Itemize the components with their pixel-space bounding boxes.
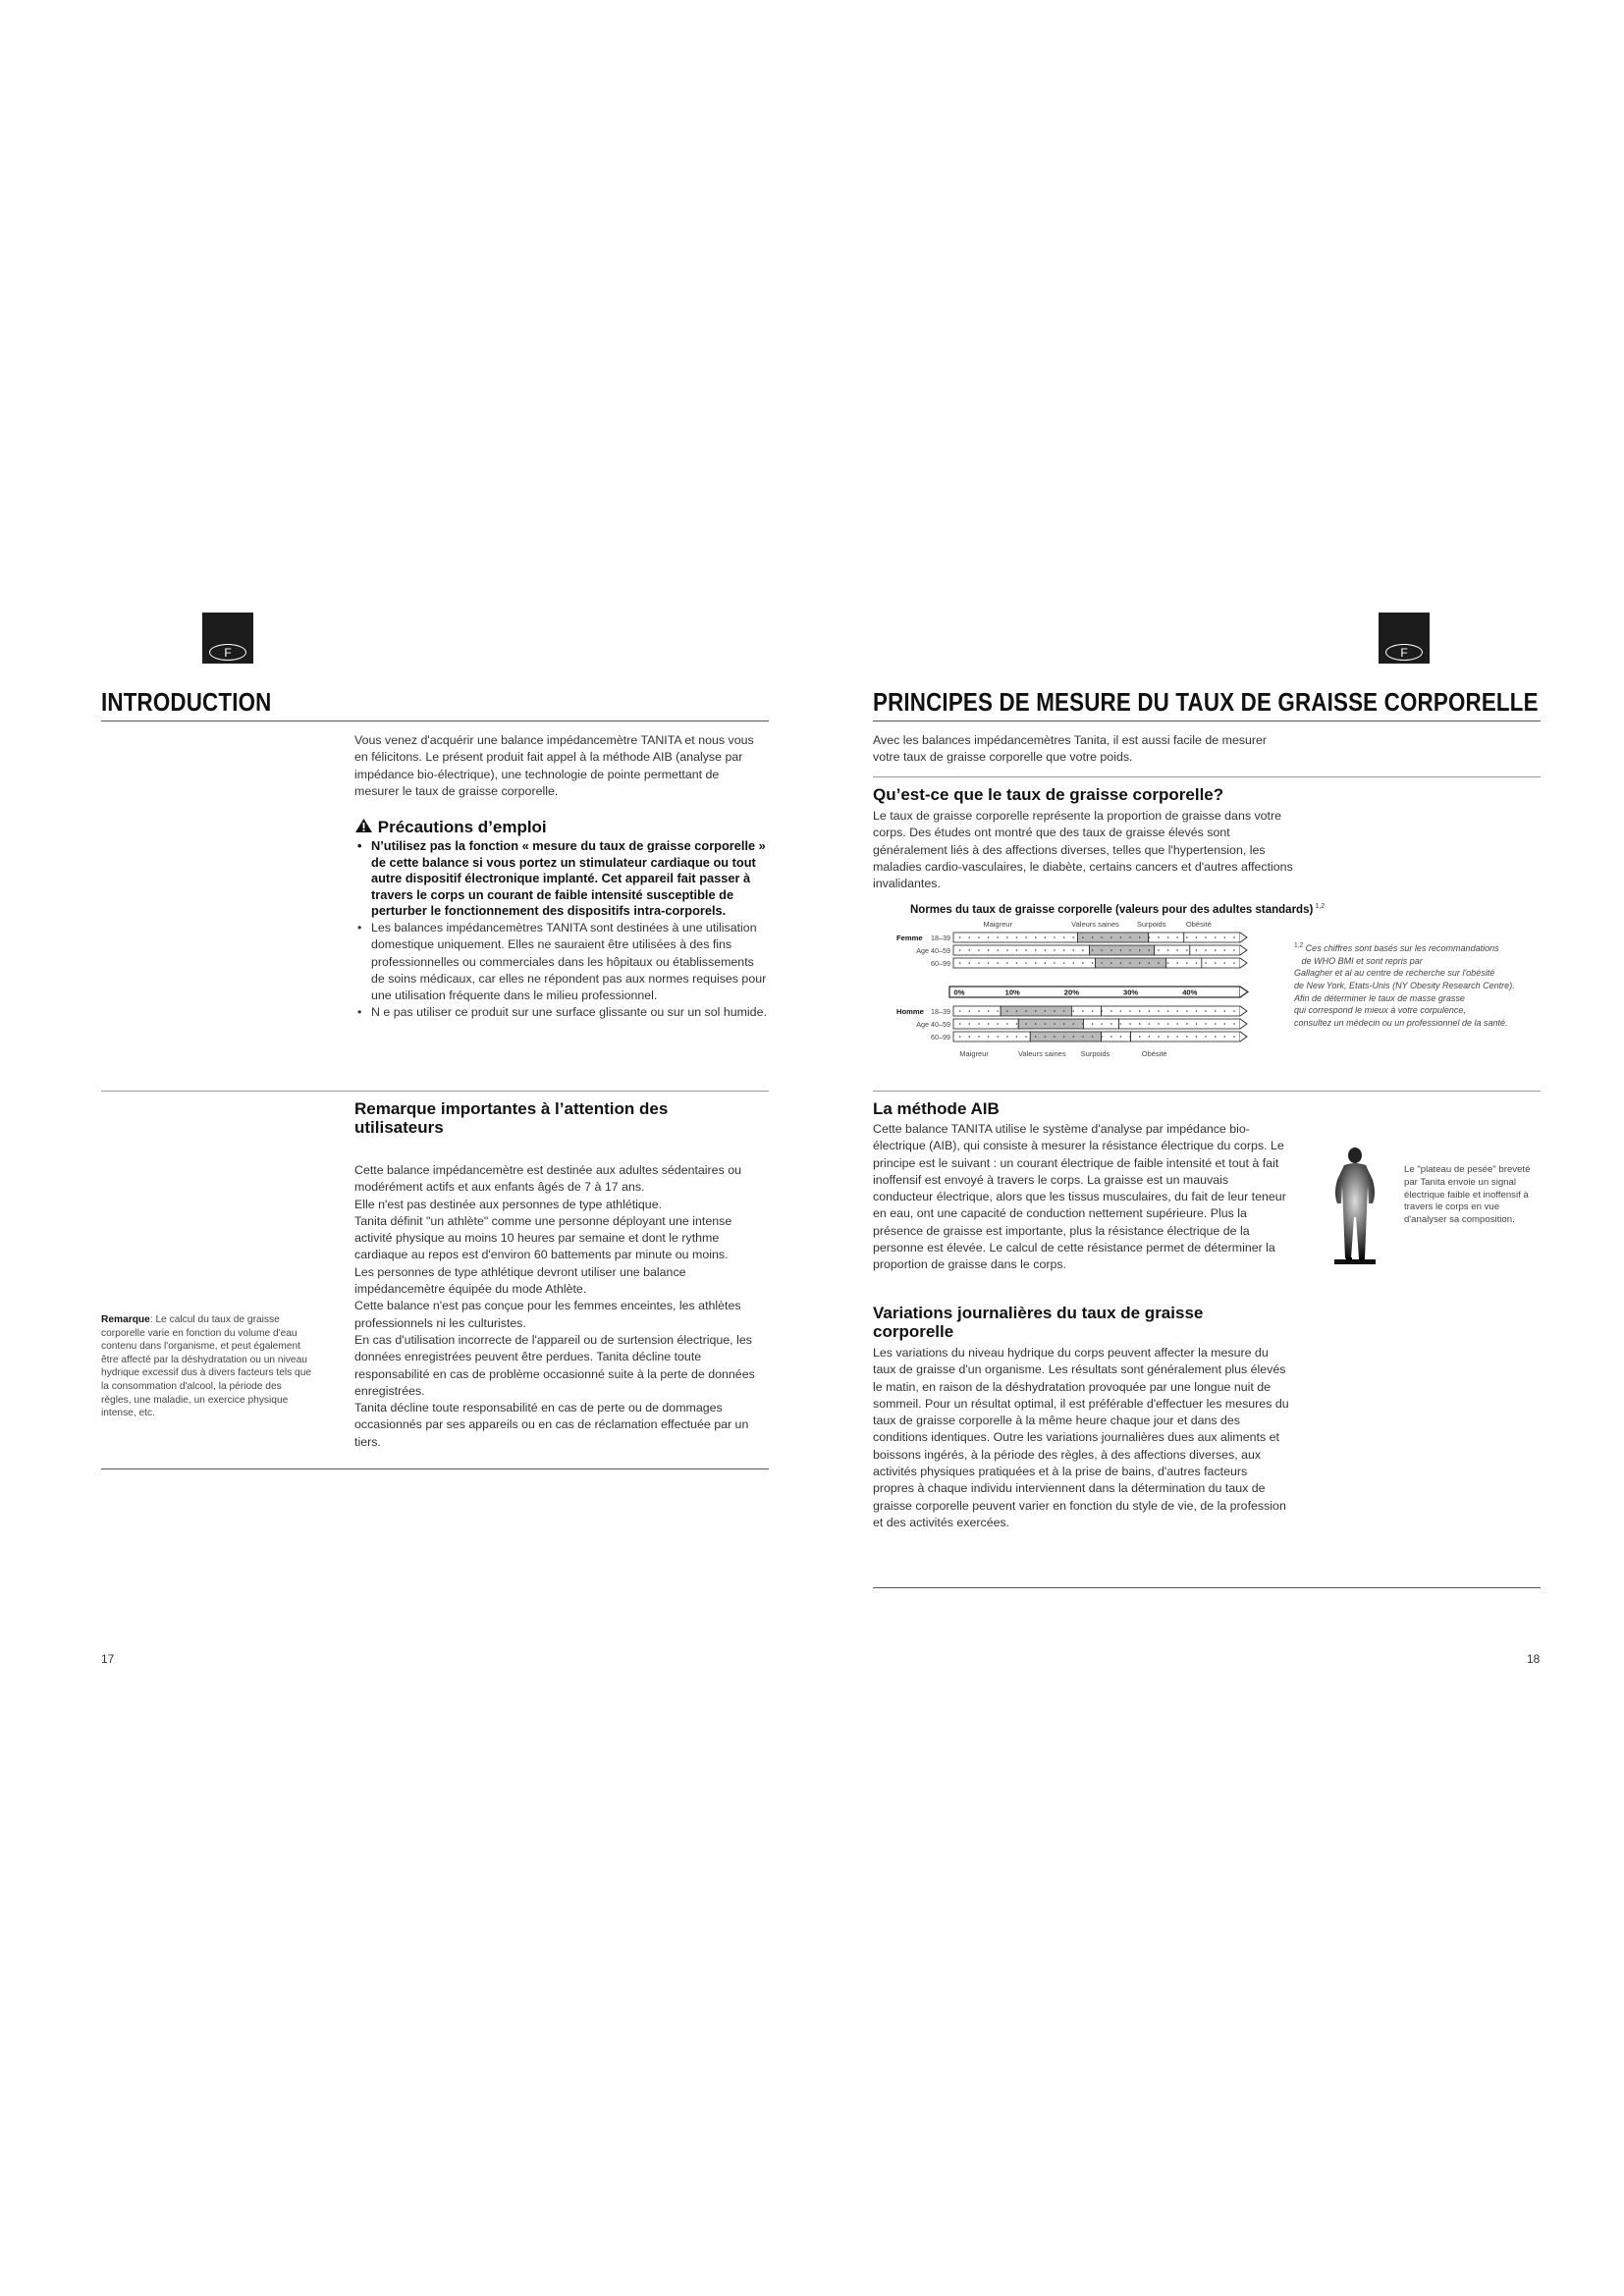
bar-dot	[1149, 1023, 1150, 1024]
row-label: 60–99	[931, 1033, 950, 1041]
bar-dot	[969, 962, 970, 963]
chart-note-line: Ces chiffres sont basés sur les recommandations	[1305, 943, 1499, 955]
bar-dot	[1158, 1010, 1159, 1011]
bar-dot	[1167, 936, 1168, 937]
bar-dot	[1102, 936, 1103, 937]
bar-dot	[1167, 962, 1168, 963]
bar-dot	[978, 936, 979, 937]
bar-dot	[1025, 962, 1026, 963]
row-label: 60–99	[931, 959, 950, 968]
bar-dot	[1063, 949, 1064, 950]
bar-dot	[988, 949, 989, 950]
bar-dot	[1073, 1036, 1074, 1037]
bar-segment-surpoids	[1149, 933, 1184, 942]
bar-dot	[1158, 949, 1159, 950]
bottom-divider	[101, 1468, 769, 1469]
list-item: • N e pas utiliser ce produit sur une surface glissante ou sur un sol humide.	[354, 1004, 767, 1021]
bar-dot	[1139, 1023, 1140, 1024]
chart-note-line: de New York, Etats-Unis (NY Obesity Research Centre).	[1294, 980, 1515, 991]
bar-dot	[1120, 949, 1121, 950]
bar-arrow	[1240, 1019, 1247, 1029]
bar-dot	[1205, 1036, 1206, 1037]
section-divider	[873, 1091, 1541, 1092]
section3-text: Les variations du niveau hydrique du corps peuvent affecter la mesure du taux de graisse d'un organisme. Les résultats sont généralement plus élevés le matin, en raison de la déshydratation provoquée par une longue nuit de sommeil. Pour un résultat optimal, il est préférable d'effectuer les mesures du taux de graisse corporelle à la même heure chaque jour et dans des conditions identiques. Outre les variations journalières dues aux aliments et boissons ingérés, à la période des règles, à des affections diverses, aux activités physiques pratiquées et à la prise de bains, d'autres facteurs propres à chaque individu interviennent dans la détermination du taux de graisse corporelle peuvent varier en fonction du style de vie, de la profession et des activités exercées.	[873, 1346, 1289, 1529]
bar-dot	[988, 1036, 989, 1037]
legend-label-top: Obésité	[1185, 920, 1212, 929]
x-tick-label: 30%	[1122, 988, 1139, 997]
page-number-right: 18	[1527, 1652, 1541, 1666]
bar-dot	[1110, 949, 1111, 950]
language-tab-right	[1379, 613, 1430, 664]
bar-dot	[1120, 1023, 1121, 1024]
bar-dot	[1215, 949, 1216, 950]
bar-dot	[959, 949, 960, 950]
bar-dot	[959, 1036, 960, 1037]
chart-note-line: consultez un médecin ou un professionnel de la santé.	[1294, 1017, 1508, 1029]
bar-dot	[1063, 1010, 1064, 1011]
bar-dot	[1092, 936, 1093, 937]
bar-segment-obesite	[1102, 1006, 1240, 1016]
bar-dot	[1006, 949, 1007, 950]
chart-title-superscript: 1,2	[1315, 903, 1326, 910]
bar-dot	[1158, 936, 1159, 937]
bar-dot	[1006, 1036, 1007, 1037]
bar-dot	[1224, 1023, 1225, 1024]
bar-dot	[1205, 1023, 1206, 1024]
bar-segment-maigreur	[953, 1019, 1018, 1029]
legend-label-bottom: Surpoids	[1080, 1049, 1110, 1058]
bar-dot	[1102, 1023, 1103, 1024]
paragraph: Tanita définit "un athlète" comme une personne déployant une intense activité physique au moins 10 heures par semaine et dont le rythme cardiaque au repos est d'environ 60 battements par minute ou moins.	[354, 1213, 732, 1262]
bar-segment-saines	[1030, 1032, 1101, 1041]
bar-dot	[969, 949, 970, 950]
bar-dot	[1186, 1023, 1187, 1024]
section1-text: Le taux de graisse corporelle représente la proportion de graisse dans votre corps. Des études ont montré que des taux de graisse élevés sont généralement liés à des affections diverses, telles que l'hypertension, les maladies cardio-vasculaires, le diabète, certains cancers et d'autres affections invalidantes.	[873, 809, 1293, 891]
bar-dot	[1149, 936, 1150, 937]
bar-dot	[1102, 1010, 1103, 1011]
bar-dot	[969, 936, 970, 937]
bar-dot	[1215, 962, 1216, 963]
bar-dot	[1035, 949, 1036, 950]
bar-dot	[1025, 949, 1026, 950]
figure-caption: Le "plateau de pesée" breveté par Tanita envoie un signal électrique faible et inoffensif à travers le corps en vue d'analyser sa composition.	[1404, 1164, 1531, 1226]
bar-dot	[1149, 949, 1150, 950]
chart-note-line: Afin de déterminer le taux de masse grasse	[1294, 992, 1465, 1004]
warning-icon	[354, 818, 373, 833]
bar-dot	[1120, 936, 1121, 937]
bar-dot	[1177, 1010, 1178, 1011]
bar-dot	[969, 1036, 970, 1037]
precautions-list	[354, 838, 767, 1022]
bar-dot	[1139, 1036, 1140, 1037]
paragraph: Elle n'est pas destinée aux personnes de type athlétique.	[354, 1197, 663, 1211]
legend-label-bottom: Valeurs saines	[1017, 1049, 1066, 1058]
bar-dot	[1139, 949, 1140, 950]
bar-dot	[1196, 936, 1197, 937]
language-badge: F	[209, 644, 246, 661]
bar-dot	[1025, 1036, 1026, 1037]
bar-dot	[959, 962, 960, 963]
bar-dot	[1196, 1010, 1197, 1011]
bar-dot	[1215, 1036, 1216, 1037]
bar-dot	[1054, 1023, 1055, 1024]
bar-segment-obesite	[1119, 1019, 1240, 1029]
bar-dot	[988, 936, 989, 937]
bar-dot	[969, 1010, 970, 1011]
bottom-divider	[873, 1587, 1541, 1588]
bar-dot	[1054, 1010, 1055, 1011]
section2-heading: La méthode AIB	[873, 1099, 1000, 1118]
bar-dot	[1045, 936, 1046, 937]
bar-dot	[1016, 936, 1017, 937]
bar-dot	[1205, 949, 1206, 950]
bar-segment-surpoids	[1102, 1032, 1131, 1041]
section1-heading: Qu’est-ce que le taux de graisse corporelle?	[873, 785, 1224, 804]
bar-dot	[1016, 949, 1017, 950]
paragraph: Les personnes de type athlétique devront utiliser une balance impédancemètre équipée du mode Athlète.	[354, 1264, 686, 1297]
bar-dot	[1233, 1023, 1234, 1024]
legend-label-top: Surpoids	[1136, 920, 1166, 929]
bar-dot	[1006, 1023, 1007, 1024]
bar-dot	[1082, 936, 1083, 937]
bar-dot	[1035, 1023, 1036, 1024]
bar-dot	[988, 1023, 989, 1024]
bar-dot	[1186, 1036, 1187, 1037]
remarque-body	[354, 1162, 767, 1451]
list-item: • Les balances impédancemètres TANITA sont destinées à une utilisation domestique uniquement. Elles ne sauraient être utilisées à des fins professionnelles ou commerciales dans les hôpitaux ou établissements de soins médicaux, car elles ne répondent pas aux normes requises pour une utilisation fréquente dans le milieu professionnel.	[354, 920, 767, 1004]
bar-dot	[1045, 1036, 1046, 1037]
bar-dot	[1129, 949, 1130, 950]
bar-dot	[1092, 1010, 1093, 1011]
bar-segment-obesite	[1184, 933, 1240, 942]
bar-dot	[978, 1023, 979, 1024]
bar-dot	[1092, 949, 1093, 950]
bar-dot	[1025, 1010, 1026, 1011]
bar-dot	[1110, 962, 1111, 963]
bar-dot	[959, 936, 960, 937]
bar-dot	[998, 1023, 999, 1024]
bar-dot	[1054, 1036, 1055, 1037]
bar-dot	[1224, 1010, 1225, 1011]
bar-dot	[1082, 949, 1083, 950]
bar-dot	[1006, 962, 1007, 963]
bar-dot	[1139, 1010, 1140, 1011]
bar-dot	[1035, 936, 1036, 937]
bar-dot	[1082, 1010, 1083, 1011]
side-note-label: Remarque	[101, 1314, 150, 1325]
chart-note-line: de WHO BMI et sont repris par	[1301, 955, 1423, 967]
x-tick-label: 40%	[1182, 988, 1198, 997]
bar-dot	[998, 949, 999, 950]
bar-dot	[1045, 962, 1046, 963]
bar-dot	[1016, 1010, 1017, 1011]
bar-dot	[1205, 936, 1206, 937]
chart-note	[1294, 940, 1525, 1030]
group-label: Femme	[896, 934, 923, 942]
row-label: 18–39	[931, 934, 950, 942]
bar-dot	[1045, 1023, 1046, 1024]
bar-dot	[1224, 936, 1225, 937]
bar-dot	[1035, 962, 1036, 963]
bar-dot	[1054, 962, 1055, 963]
bar-dot	[1092, 1023, 1093, 1024]
chart-title: Normes du taux de graisse corporelle (valeurs pour des adultes standards)	[910, 904, 1314, 916]
bar-dot	[1035, 1036, 1036, 1037]
row-label: Age 40–59	[916, 1020, 950, 1029]
bar-dot	[1215, 1023, 1216, 1024]
section-divider	[873, 776, 1541, 777]
bar-dot	[969, 1023, 970, 1024]
bar-segment-maigreur	[953, 933, 1077, 942]
bar-dot	[1025, 936, 1026, 937]
chart-note-superscript: 1,2	[1294, 942, 1304, 949]
group-label: Homme	[896, 1007, 924, 1016]
bar-dot	[1110, 1023, 1111, 1024]
page-title-principes: PRINCIPES DE MESURE DU TAUX DE GRAISSE CORPORELLE	[873, 687, 1539, 717]
bar-dot	[1224, 962, 1225, 963]
bar-dot	[1082, 962, 1083, 963]
bar-dot	[1129, 1023, 1130, 1024]
bar-dot	[1063, 936, 1064, 937]
bar-dot	[1054, 936, 1055, 937]
bar-dot	[1167, 1036, 1168, 1037]
bar-dot	[1016, 1023, 1017, 1024]
legend-label-top: Maigreur	[983, 920, 1012, 929]
bar-dot	[998, 962, 999, 963]
bar-arrow	[1240, 933, 1247, 942]
bar-segment-maigreur	[953, 945, 1089, 955]
bar-dot	[1149, 962, 1150, 963]
legend-label-bottom: Obésité	[1141, 1049, 1167, 1058]
section3-heading: Variations journalières du taux de graisse corporelle	[873, 1304, 1204, 1341]
legend-label-bottom: Maigreur	[959, 1049, 989, 1058]
precautions-heading	[354, 818, 767, 837]
bar-dot	[1063, 1023, 1064, 1024]
bar-dot	[1073, 936, 1074, 937]
row-label: Age 40–59	[916, 946, 950, 955]
bar-dot	[1092, 962, 1093, 963]
bar-dot	[1196, 1036, 1197, 1037]
bar-dot	[1177, 949, 1178, 950]
bar-dot	[978, 1010, 979, 1011]
bar-dot	[998, 1036, 999, 1037]
bar-dot	[1205, 962, 1206, 963]
legend-label-top: Valeurs saines	[1071, 920, 1119, 929]
bar-dot	[1149, 1010, 1150, 1011]
side-note-text: : Le calcul du taux de graisse corporelle varie en fonction du volume d'eau contenu dans l'organisme, et peut également être affecté par la déshydratation ou un niveau hydrique excessif dus à divers facteurs tels que la consommation d'alcool, la période des règles, une maladie, un exercice physique intense, etc.	[101, 1314, 312, 1419]
bar-dot	[1196, 962, 1197, 963]
bar-dot	[1177, 1023, 1178, 1024]
intro-paragraph: Vous venez d'acquérir une balance impédancemètre TANITA et nous vous en félicitons. Le présent produit fait appel à la méthode AIB (analyse par impédance bio-électrique), une technologie de pointe permettant de mesurer le taux de graisse corporelle.	[354, 733, 754, 798]
bar-dot	[978, 962, 979, 963]
bar-dot	[1016, 1036, 1017, 1037]
bar-dot	[1177, 962, 1178, 963]
bar-dot	[1129, 936, 1130, 937]
bar-dot	[1063, 1036, 1064, 1037]
bar-dot	[1233, 962, 1234, 963]
bar-dot	[1006, 936, 1007, 937]
bar-segment-surpoids	[1155, 945, 1190, 955]
chart-note-line: qui correspond le mieux à votre corpulence,	[1294, 1005, 1466, 1017]
bar-dot	[1158, 962, 1159, 963]
language-tab-left	[202, 613, 253, 664]
bar-dot	[1110, 1036, 1111, 1037]
body-fat-chart	[873, 901, 1326, 1076]
bar-dot	[978, 949, 979, 950]
bar-dot	[1177, 1036, 1178, 1037]
bar-dot	[959, 1023, 960, 1024]
bar-dot	[1215, 936, 1216, 937]
bar-dot	[1233, 949, 1234, 950]
bar-dot	[1063, 962, 1064, 963]
bar-dot	[1082, 1036, 1083, 1037]
bar-dot	[1196, 1023, 1197, 1024]
bar-dot	[978, 1036, 979, 1037]
bar-dot	[988, 1010, 989, 1011]
bar-arrow	[1240, 1006, 1247, 1016]
bar-dot	[1224, 949, 1225, 950]
bar-dot	[1045, 1010, 1046, 1011]
side-note	[101, 1313, 312, 1420]
bar-dot	[1073, 1010, 1074, 1011]
bar-dot	[1110, 1010, 1111, 1011]
page-title-introduction: INTRODUCTION	[101, 687, 272, 717]
bar-arrow	[1240, 958, 1247, 968]
section2-text: Cette balance TANITA utilise le système d'analyse par impédance bio-électrique (AIB), qui consiste à mesurer la résistance électrique du corps. Le principe est le suivant : un courant électrique de faible intensité et tout à fait inoffensif est envoyé à travers le corps. La graisse est un mauvais conducteur électrique, alors que les tissus musculaires, du fait de leur teneur en eau, ont une capacité de conduction nettement supérieure. Plus la présence de graisse est importante, plus la résistance électrique de la personne est élevée. Le calcul de cette résistance permet de déterminer la proportion de graisse dans le corps.	[873, 1122, 1286, 1272]
bar-segment-maigreur	[953, 1032, 1030, 1041]
bar-dot	[998, 936, 999, 937]
bar-dot	[1167, 1010, 1168, 1011]
bar-dot	[1186, 949, 1187, 950]
bar-dot	[1205, 1010, 1206, 1011]
bar-dot	[1045, 949, 1046, 950]
bar-dot	[1082, 1023, 1083, 1024]
bar-dot	[1102, 949, 1103, 950]
bar-dot	[1167, 949, 1168, 950]
bar-dot	[1073, 1023, 1074, 1024]
bar-arrow	[1240, 1032, 1247, 1041]
bar-dot	[1224, 1036, 1225, 1037]
bar-dot	[1158, 1036, 1159, 1037]
bar-dot	[1025, 1023, 1026, 1024]
precautions-heading-text: Précautions d’emploi	[377, 818, 547, 836]
bar-dot	[1139, 962, 1140, 963]
bar-arrow	[1240, 945, 1247, 955]
bar-dot	[1186, 962, 1187, 963]
bar-dot	[1233, 936, 1234, 937]
bar-dot	[1006, 1010, 1007, 1011]
bar-dot	[1177, 936, 1178, 937]
bar-dot	[1215, 1010, 1216, 1011]
list-item: • N’utilisez pas la fonction « mesure du taux de graisse corporelle » de cette balance si vous portez un stimulateur cardiaque ou tout autre dispositif électronique implanté. Cet appareil fait passer à travers le corps un courant de faible intensité susceptible de perturber le fonctionnement des dispositifs intra-corporels.	[354, 838, 767, 920]
paragraph: En cas d'utilisation incorrecte de l'appareil ou de surtension électrique, les données enregistrées peuvent être perdues. Tanita décline toute responsabilité en cas de problème occasionné suite à la perte de données enregistrées.	[354, 1332, 755, 1398]
bar-segment-saines	[1077, 933, 1148, 942]
bar-dot	[1092, 1036, 1093, 1037]
bar-dot	[1073, 962, 1074, 963]
bar-dot	[1149, 1036, 1150, 1037]
bar-dot	[1120, 1036, 1121, 1037]
x-tick-label: 20%	[1063, 988, 1080, 997]
row-label: 18–39	[931, 1007, 950, 1016]
remarque-heading: Remarque importantes à l’attention des utilisateurs	[354, 1099, 669, 1137]
person-silhouette-icon	[1321, 1147, 1389, 1269]
intro-paragraph: Avec les balances impédancemètres Tanita, il est aussi facile de mesurer votre taux de graisse corporelle que votre poids.	[873, 733, 1268, 765]
paragraph: Tanita décline toute responsabilité en cas de perte ou de dommages occasionnés par ses appareils ou en cas de réclamation effectuée par un tiers.	[354, 1401, 749, 1449]
bar-dot	[1129, 1036, 1130, 1037]
bar-dot	[1102, 962, 1103, 963]
bar-dot	[1139, 936, 1140, 937]
bar-dot	[1016, 962, 1017, 963]
page-number-left: 17	[101, 1652, 115, 1666]
bar-dot	[1120, 1010, 1121, 1011]
precautions-section	[354, 818, 767, 1022]
bar-dot	[1110, 936, 1111, 937]
bar-dot	[1167, 1023, 1168, 1024]
bar-dot	[1120, 962, 1121, 963]
bar-dot	[1186, 1010, 1187, 1011]
axis-arrow	[1240, 987, 1248, 997]
bar-dot	[1129, 1010, 1130, 1011]
bar-dot	[1233, 1036, 1234, 1037]
bar-dot	[1129, 962, 1130, 963]
language-badge: F	[1385, 644, 1423, 661]
bar-segment-obesite	[1131, 1032, 1240, 1041]
paragraph: Cette balance impédancemètre est destinée aux adultes sédentaires ou modérément actifs et aux enfants âgés de 7 à 17 ans.	[354, 1163, 741, 1195]
bar-dot	[1158, 1023, 1159, 1024]
x-tick-label: 0%	[953, 988, 965, 997]
paragraph: Cette balance n'est pas conçue pour les femmes enceintes, les athlètes professionnels ni les culturistes.	[354, 1299, 741, 1330]
bar-dot	[1102, 1036, 1103, 1037]
bar-dot	[1186, 936, 1187, 937]
bar-dot	[1054, 949, 1055, 950]
bar-dot	[959, 1010, 960, 1011]
bar-dot	[1196, 949, 1197, 950]
bar-dot	[998, 1010, 999, 1011]
bar-segment-surpoids	[1071, 1006, 1101, 1016]
section-divider	[101, 1091, 769, 1092]
bar-dot	[1035, 1010, 1036, 1011]
chart-note-line: Gallagher et al au centre de recherche sur l'obésité	[1294, 968, 1495, 980]
x-tick-label: 10%	[1004, 988, 1020, 997]
bar-segment-saines	[1089, 945, 1154, 955]
bar-dot	[1233, 1010, 1234, 1011]
bar-dot	[988, 962, 989, 963]
bar-dot	[1073, 949, 1074, 950]
